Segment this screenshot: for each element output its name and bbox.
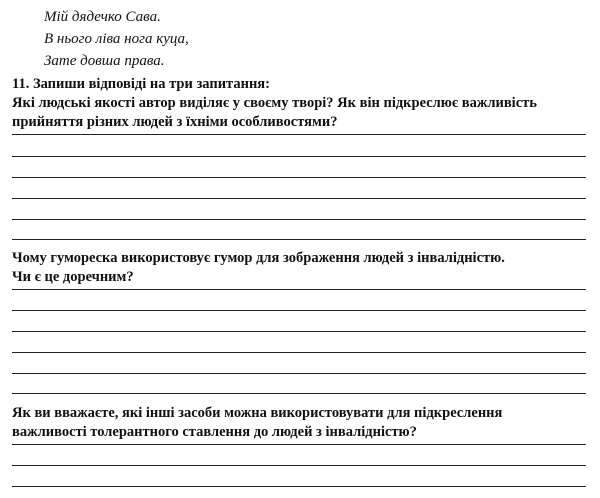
answer-line[interactable]	[12, 289, 586, 290]
answer-line[interactable]	[12, 352, 586, 353]
answer-line[interactable]	[12, 486, 586, 487]
question-2-line-1: Чому гумореска використовує гумор для зображення людей з інвалідністю.	[12, 250, 505, 266]
answer-line[interactable]	[12, 198, 586, 199]
answer-line[interactable]	[12, 465, 586, 466]
question-1-line-1: Які людські якості автор виділяє у своєму творі? Як він підкреслює важливість	[12, 95, 537, 111]
task-heading: 11. Запиши відповіді на три запитання:	[12, 76, 270, 92]
question-2	[12, 249, 588, 287]
answer-line[interactable]	[12, 393, 586, 394]
answer-line[interactable]	[12, 331, 586, 332]
answer-line[interactable]	[12, 156, 586, 157]
poem-line: Мій дядечко Сава.	[44, 9, 161, 25]
question-2-line-2: Чи є це доречним?	[12, 269, 134, 285]
answer-line[interactable]	[12, 444, 586, 445]
question-3	[12, 404, 588, 442]
question-1	[12, 94, 588, 132]
answer-line[interactable]	[12, 373, 586, 374]
answer-line[interactable]	[12, 239, 586, 240]
poem-line: В нього ліва нога куца,	[44, 31, 189, 47]
answer-line[interactable]	[12, 177, 586, 178]
poem-line: Зате довша права.	[44, 53, 165, 69]
answer-line[interactable]	[12, 219, 586, 220]
question-3-line-2: важливості толерантного ставлення до людей з інвалідністю?	[12, 424, 417, 440]
question-1-line-2: прийняття різних людей з їхніми особливостями?	[12, 114, 338, 130]
poem-excerpt	[44, 6, 189, 72]
question-3-line-1: Як ви вважаєте, які інші засоби можна використовувати для підкреслення	[12, 405, 503, 421]
answer-line[interactable]	[12, 134, 586, 135]
answer-line[interactable]	[12, 310, 586, 311]
